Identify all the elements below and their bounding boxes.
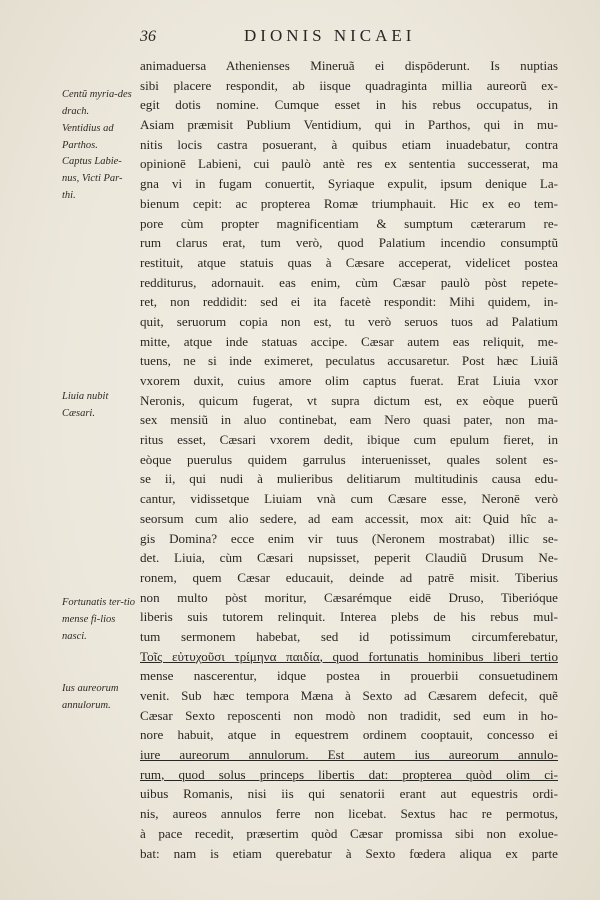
text-line: rum clarus erat, tum verò, quod Palatium incendio consumptũ (140, 235, 558, 251)
text-line: Asiam præmisit Publium Ventidium, qui in Parthos, qui in mu- (140, 117, 558, 133)
text-line: tuens, ne si inde eximeret, peculatus accusaretur. Post hæc Liuiã (140, 353, 558, 369)
text-line: bat: nam is etiam querebatur à Sexto fœdera aliqua ex parte (140, 845, 558, 861)
text-line: eòque puerulus quidem garrulus interuenisset, quales solent es- (140, 451, 558, 467)
margin-note: Ventidius ad Parthos. (62, 123, 114, 151)
text-line: det. Liuia, cùm Cæsari nupsisset, peperit Claudiũ Drusum Ne- (140, 550, 558, 566)
page-number: 36 (140, 28, 156, 45)
text-line: restituit, atque statuis quas à Cæsare acceperat, videlicet postea (140, 254, 558, 270)
text-line: sex mensiũ in aluo continebat, eam Nero quasi pater, non ma- (140, 412, 558, 428)
text-line: egit dotis nomine. Cumque esset in his rebus occupatus, in (140, 97, 558, 113)
margin-note: Fortunatis ter-tio mense fi-lios nasci. (62, 597, 135, 642)
text-line: liberis suis tutorem relinquit. Interea plebs de his rebus mul- (140, 609, 558, 625)
text-line: non multo pòst moritur, Cæsarémque eidē Druso, Tiberióque (140, 589, 558, 605)
text-line: à pace recedit, præsertim quòd Cæsar promissa sibi non exolue- (140, 825, 558, 841)
running-head: DIONIS NICAEI (244, 26, 416, 45)
text-line: Neronis, quicum fugerat, vt supra dictum est, ex eòque puerũ (140, 392, 558, 408)
text-line: cantur, vidissetque Liuiam vnà cum Cæsare esse, Neronē verò (140, 491, 558, 507)
text-line: Cæsar Sexto reposcenti non modò non tradidit, sed eum in ho- (140, 707, 558, 723)
text-line: opinionē Labieni, cui paulò antè res ex sententia successerat, ma (140, 156, 558, 172)
body-text (140, 56, 558, 863)
margin-note: Liuia nubit Cæsari. (62, 391, 109, 419)
text-line: sibi placere respondit, ab iisque quadraginta millia aureorũ ex- (140, 77, 558, 93)
text-line: venit. Sub hæc tempora Mæna à Sexto ad Cæsarem defecit, quẽ (140, 688, 558, 703)
text-line: ronem, quem Cæsar educauit, deinde ad patrē misit. Tiberius (140, 569, 558, 585)
text-line: seorsum cum alio sedere, ad eam accessit, mox ait: Quid hîc a- (140, 510, 558, 526)
text-line: tum sermonem habebat, sed id potissimum circumferebatur, (140, 628, 558, 644)
text-line: quit, seruorum copia non est, tu verò seruos tuos ad Palatium (140, 313, 558, 329)
text-line: nis, aureos annulos ferre non licebat. Sextus hac re permotus, (140, 806, 558, 822)
text-line: iure aureorum annulorum. Est autem ius aureorum annulo- (140, 747, 558, 763)
text-line: mense nascerentur, idque postea in prouerbii consuetudinem (140, 668, 558, 684)
text-line: uibus Romanis, nisi iis qui senatorii erant aut equestris ordi- (140, 786, 558, 802)
margin-notes (0, 0, 138, 900)
text-line: nitis locis castra posuerant, à quibus etiam inuadebatur, contra (140, 136, 558, 152)
text-line: vxorem duxit, cuius amore olim captus fuerat. Erat Liuia vxor (140, 373, 558, 388)
text-line: mitte, atque inde statuas accipe. Cæsar autem eas reliquit, me- (140, 333, 558, 349)
text-line: ritus esset, Cæsari vxorem dedit, ibique cum epulum fieret, in (140, 432, 558, 448)
text-line: nore habuit, atque in equestrem ordinem cooptauit, concesso ei (140, 727, 558, 743)
text-line: se ii, qui nudi à mulieribus delitiarum multitudinis causa edu- (140, 471, 558, 487)
text-line: pore cùm propter magnificentiam & sumptum cæterarum re- (140, 215, 558, 231)
text-line: redditurus, adornauit. eas enim, cùm Cæsar paulò pòst repete- (140, 274, 558, 290)
margin-note: Centũ myria-des drach. (62, 89, 132, 117)
text-line: rum, quod solus princeps libertis dat: propterea quòd olim ci- (140, 766, 558, 782)
text-line: animaduersa Athenienses Mineruã ei dispōderunt. Is nuptias (140, 58, 558, 73)
text-line: gna vi in fugam conuertit, Syriaque expulit, ipsum denique La- (140, 176, 558, 192)
margin-note: Ius aureorum annulorum. (62, 683, 119, 711)
text-line: gis Domina? ecce enim vir tuus (Neronem mostrabat) illic se- (140, 530, 558, 546)
text-line: bienum cepit: ac propterea Romæ triumphauit. Hic ex eo tem- (140, 195, 558, 211)
text-line: ret, non reddidit: sed ei ita facetè respondit: Mihi quidem, in- (140, 294, 558, 310)
text-line: Τοῖς εὐτυχοῦσι τρίμηνα παιδία, quod fortunatis hominibus liberi tertio (140, 648, 558, 664)
margin-note: Captus Labie-nus, Victi Par-thi. (62, 156, 123, 201)
